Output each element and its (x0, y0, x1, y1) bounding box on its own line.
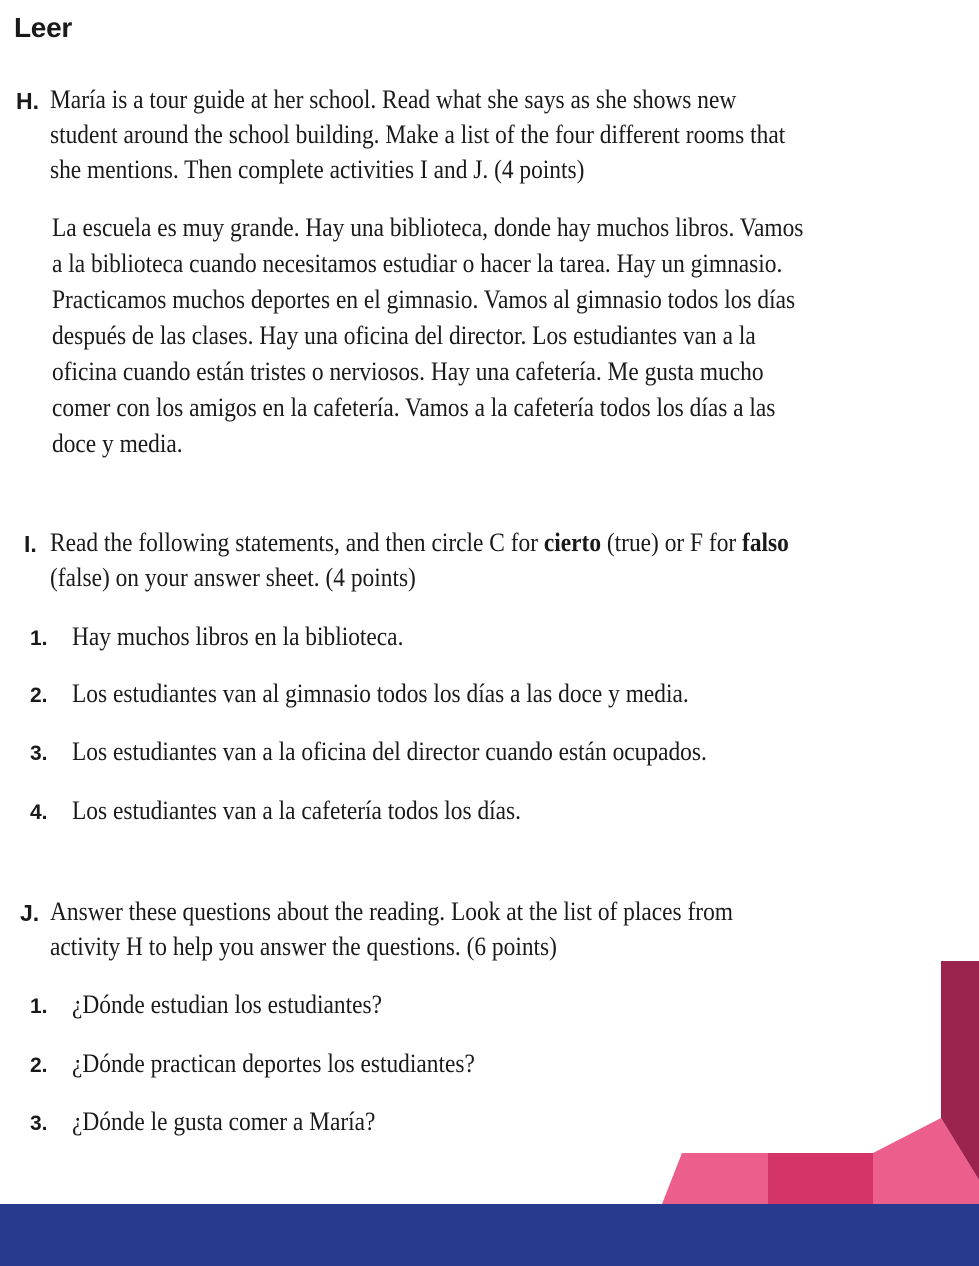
section-h-instructions (50, 82, 842, 187)
pink-trapezoid (662, 1153, 768, 1204)
section-i-instructions (50, 525, 842, 595)
statement-text: Los estudiantes van al gimnasio todos los días a las doce y media. (72, 679, 689, 708)
question-text: ¿Dónde estudian los estudiantes? (72, 990, 382, 1019)
falso-term: falso (742, 528, 789, 557)
question-item (0, 1047, 979, 1083)
item-number: 3. (30, 1112, 48, 1135)
question-text: ¿Dónde le gusta comer a María? (72, 1107, 376, 1136)
blue-footer-band (0, 1204, 979, 1266)
statement-item (0, 677, 979, 713)
statement-text: Los estudiantes van a la oficina del director cuando están ocupados. (72, 737, 707, 766)
question-text: ¿Dónde practican deportes los estudiantes? (72, 1049, 475, 1078)
instruction-text: (true) or F for (601, 528, 743, 557)
question-item (0, 988, 979, 1024)
item-number: 1. (30, 995, 48, 1018)
instruction-line (50, 525, 842, 560)
section-i-letter: I. (24, 531, 37, 557)
statement-item (0, 735, 979, 771)
passage-line: después de las clases. Hay una oficina del director. Los estudiantes van a la (52, 321, 756, 350)
passage-line: Practicamos muchos deportes en el gimnasio. Vamos al gimnasio todos los días (52, 285, 796, 314)
statement-item (0, 620, 979, 656)
item-number: 4. (30, 801, 48, 824)
instruction-line: she mentions. Then complete activities I and J. (4 points) (50, 155, 585, 184)
section-h-letter: H. (16, 88, 39, 114)
instruction-line: (false) on your answer sheet. (4 points) (50, 563, 416, 592)
passage-line: doce y media. (52, 429, 183, 458)
page-title: Leer (14, 12, 72, 43)
question-item (0, 1105, 979, 1141)
statement-text: Hay muchos libros en la biblioteca. (72, 622, 404, 651)
statement-item (0, 794, 979, 830)
reading-passage (52, 210, 880, 462)
passage-line: comer con los amigos en la cafetería. Vamos a la cafetería todos los días a las (52, 393, 776, 422)
instruction-text: Read the following statements, and then circle C for (50, 528, 544, 557)
instruction-line: activity H to help you answer the questions. (6 points) (50, 932, 557, 961)
passage-line: a la biblioteca cuando necesitamos estudiar o hacer la tarea. Hay un gimnasio. (52, 249, 783, 278)
section-j-letter: J. (20, 900, 40, 926)
item-number: 1. (30, 627, 48, 650)
section-j-instructions (50, 894, 842, 964)
statement-text: Los estudiantes van a la cafetería todos los días. (72, 796, 522, 825)
magenta-block (768, 1153, 873, 1204)
cierto-term: cierto (543, 528, 602, 557)
passage-line: oficina cuando están tristes o nerviosos. Hay una cafetería. Me gusta mucho (52, 357, 764, 386)
item-number: 3. (30, 742, 48, 765)
passage-line: La escuela es muy grande. Hay una biblioteca, donde hay muchos libros. Vamos (52, 213, 804, 242)
item-number: 2. (30, 684, 48, 707)
instruction-line: María is a tour guide at her school. Read what she says as she shows new (50, 85, 737, 114)
instruction-line: Answer these questions about the reading. Look at the list of places from (50, 897, 733, 926)
instruction-line: student around the school building. Make a list of the four different rooms that (50, 120, 786, 149)
item-number: 2. (30, 1054, 48, 1077)
